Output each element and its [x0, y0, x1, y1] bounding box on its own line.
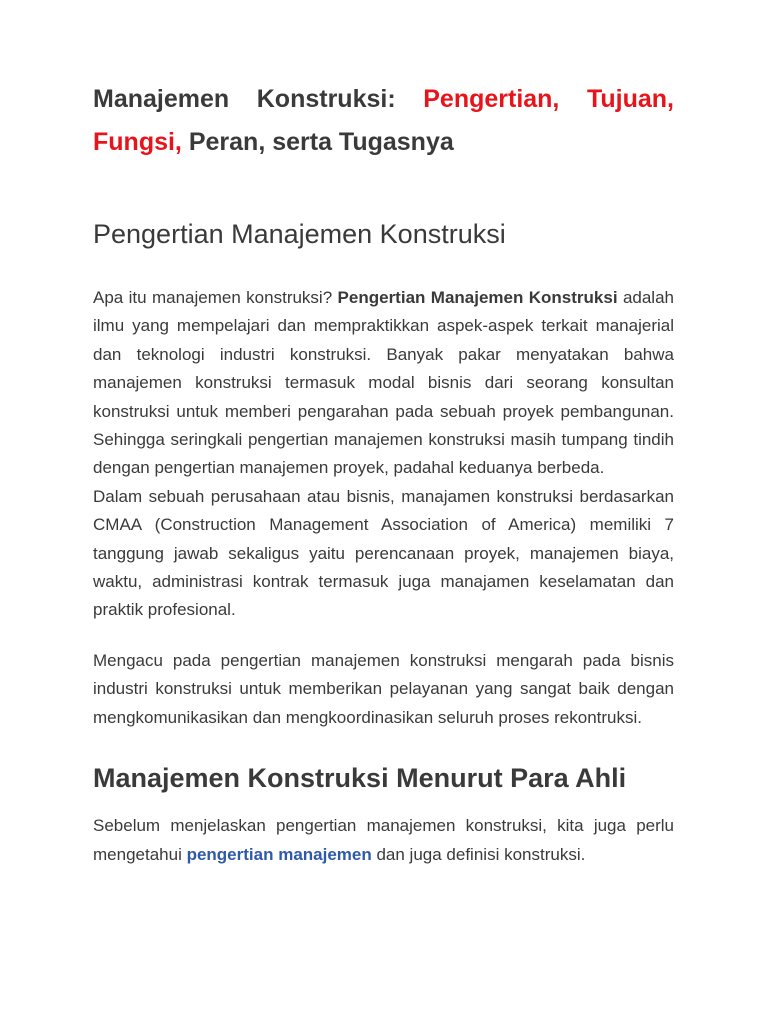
title-part-3: Peran, serta Tugasnya [181, 128, 454, 156]
pengertian-manajemen-link[interactable]: pengertian manajemen [186, 844, 372, 864]
article-title [93, 78, 674, 164]
paragraph-definition [93, 284, 674, 483]
paragraph-end-text: dan juga definisi konstruksi. [371, 844, 586, 864]
paragraph-body-text: adalah ilmu yang mempelajari dan mempraktikkan aspek-aspek terkait manajerial dan teknologi industri konstruksi. Banyak pakar menyatakan bahwa manajemen konstruksi termasuk modal bisnis dari seorang konsultan konstruksi untuk memberi pengarahan pada sebuah proyek pembangunan. Sehingga seringkali pengertian manajemen konstruksi masih tumpang tindih dengan pengertian manajemen proyek, padahal keduanya berbeda. [93, 288, 674, 478]
paragraph-sebelum [93, 812, 674, 869]
title-part-red: Pengertian, Tujuan, Fungsi, [93, 85, 674, 156]
paragraph-lead-text: Sebelum menjelaskan pengertian manajemen konstruksi, kita juga perlu mengetahui [93, 816, 674, 864]
paragraph-mengacu: Mengacu pada pengertian manajemen konstruksi mengarah pada bisnis industri konstruksi untuk memberikan pelayanan yang sangat baik dengan mengkomunikasikan dan mengkoordinasikan seluruh proses rekontruksi. [93, 650, 674, 727]
bold-term: Pengertian Manajemen Konstruksi [337, 288, 618, 307]
paragraph-cmaa: Dalam sebuah perusahaan atau bisnis, manajamen konstruksi berdasarkan CMAA (Construction Management Association of America) memiliki 7 tanggung jawab sekaligus yaitu perencanaan proyek, manajemen biaya, waktu, administrasi kontrak termasuk juga manajamen keselamatan dan praktik profesional. [93, 486, 674, 620]
paragraph-lead-text: Apa itu manajemen konstruksi? [93, 288, 338, 307]
section-heading-pengertian: Pengertian Manajemen Konstruksi [93, 219, 506, 249]
title-part-1: Manajemen Konstruksi: [93, 85, 424, 113]
article-content [93, 78, 674, 869]
section-heading-para-ahli: Manajemen Konstruksi Menurut Para Ahli [93, 763, 627, 794]
